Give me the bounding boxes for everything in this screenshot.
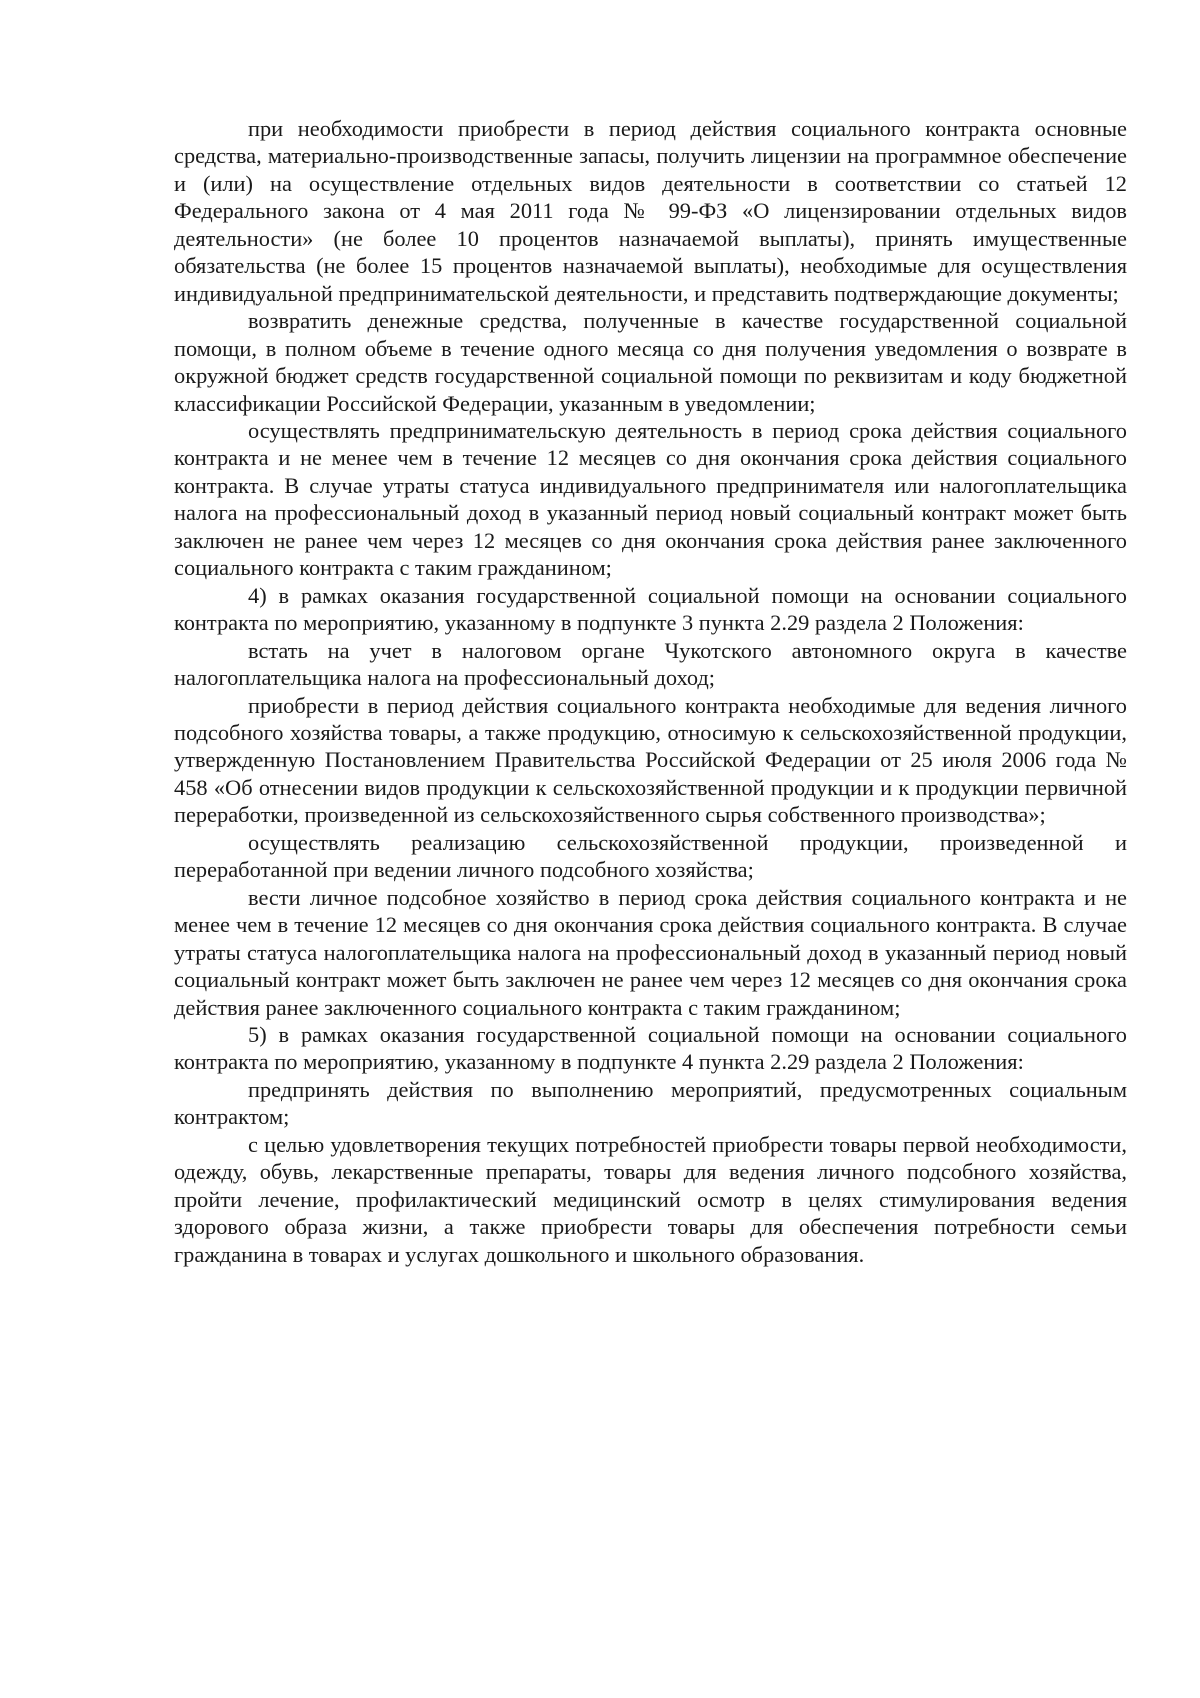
paragraph-household-purchase: приобрести в период действия социального контракта необходимые для ведения личного подсобного хозяйства товары, а также продукцию, относимую к сельскохозяйственной продукции, утвержденную Постановлением Правительства Российской Федерации от 25 июля 2006 года № 458 «Об отнесении видов продукции к сельскохозяйственной продукции и к продукции первичной переработки, произведенной из сельскохозяйственного сырья собственного производства»; [174,692,1127,828]
paragraph-entrepreneurship: осуществлять предпринимательскую деятельность в период срока действия социального контракта и не менее чем в течение 12 месяцев со дня окончания срока действия социального контракта. В случае утраты статуса индивидуального предпринимателя или налогоплательщика налога на профессиональный доход в указанный период новый социальный контракт может быть заключен не ранее чем через 12 месяцев со дня окончания срока действия ранее заключенного социального контракта с таким гражданином; [174,417,1127,581]
paragraph-fixed-assets: при необходимости приобрести в период действия социального контракта основные средства, материально-производственные запасы, получить лицензии на программное обеспечение и (или) на осуществление отдельных видов деятельности в соответствии со статьей 12 Федерального закона от 4 мая 2011 года № 99-ФЗ «О лицензировании отдельных видов деятельности» (не более 10 процентов назначаемой выплаты), принять имущественные обязательства (не более 15 процентов назначаемой выплаты), необходимые для осуществления индивидуальной предпринимательской деятельности, и представить подтверждающие документы; [174,116,1127,306]
document-body [174,115,1127,1268]
paragraph-item-5: 5) в рамках оказания государственной социальной помощи на основании социального контракта по мероприятию, указанному в подпункте 4 пункта 2.29 раздела 2 Положения: [174,1021,1127,1075]
paragraph-item-4: 4) в рамках оказания государственной социальной помощи на основании социального контракта по мероприятию, указанному в подпункте 3 пункта 2.29 раздела 2 Положения: [174,582,1127,636]
paragraph-actions: предпринять действия по выполнению мероприятий, предусмотренных социальным контрактом; [174,1076,1127,1130]
paragraph-household-duration: вести личное подсобное хозяйство в период срока действия социального контракта и не менее чем в течение 12 месяцев со дня окончания срока действия социального контракта. В случае утраты статуса налогоплательщика налога на профессиональный доход в указанный период новый социальный контракт может быть заключен не ранее чем через 12 месяцев со дня окончания срока действия ранее заключенного социального контракта с таким гражданином; [174,884,1127,1020]
paragraph-tax-registration: встать на учет в налоговом органе Чукотского автономного округа в качестве налогоплательщика налога на профессиональный доход; [174,637,1127,691]
paragraph-refund: возвратить денежные средства, полученные в качестве государственной социальной помощи, в полном объеме в течение одного месяца со дня получения уведомления о возврате в окружной бюджет средств государственной социальной помощи по реквизитам и коду бюджетной классификации Российской Федерации, указанным в уведомлении; [174,308,1127,416]
paragraph-current-needs: с целью удовлетворения текущих потребностей приобрести товары первой необходимости, одежду, обувь, лекарственные препараты, товары для ведения личного подсобного хозяйства, пройти лечение, профилактический медицинский осмотр в целях стимулирования ведения здорового образа жизни, а также приобрести товары для обеспечения потребности семьи гражданина в товарах и услугах дошкольного и школьного образования. [174,1131,1127,1267]
paragraph-sales: осуществлять реализацию сельскохозяйственной продукции, произведенной и переработанной при ведении личного подсобного хозяйства; [174,829,1127,883]
